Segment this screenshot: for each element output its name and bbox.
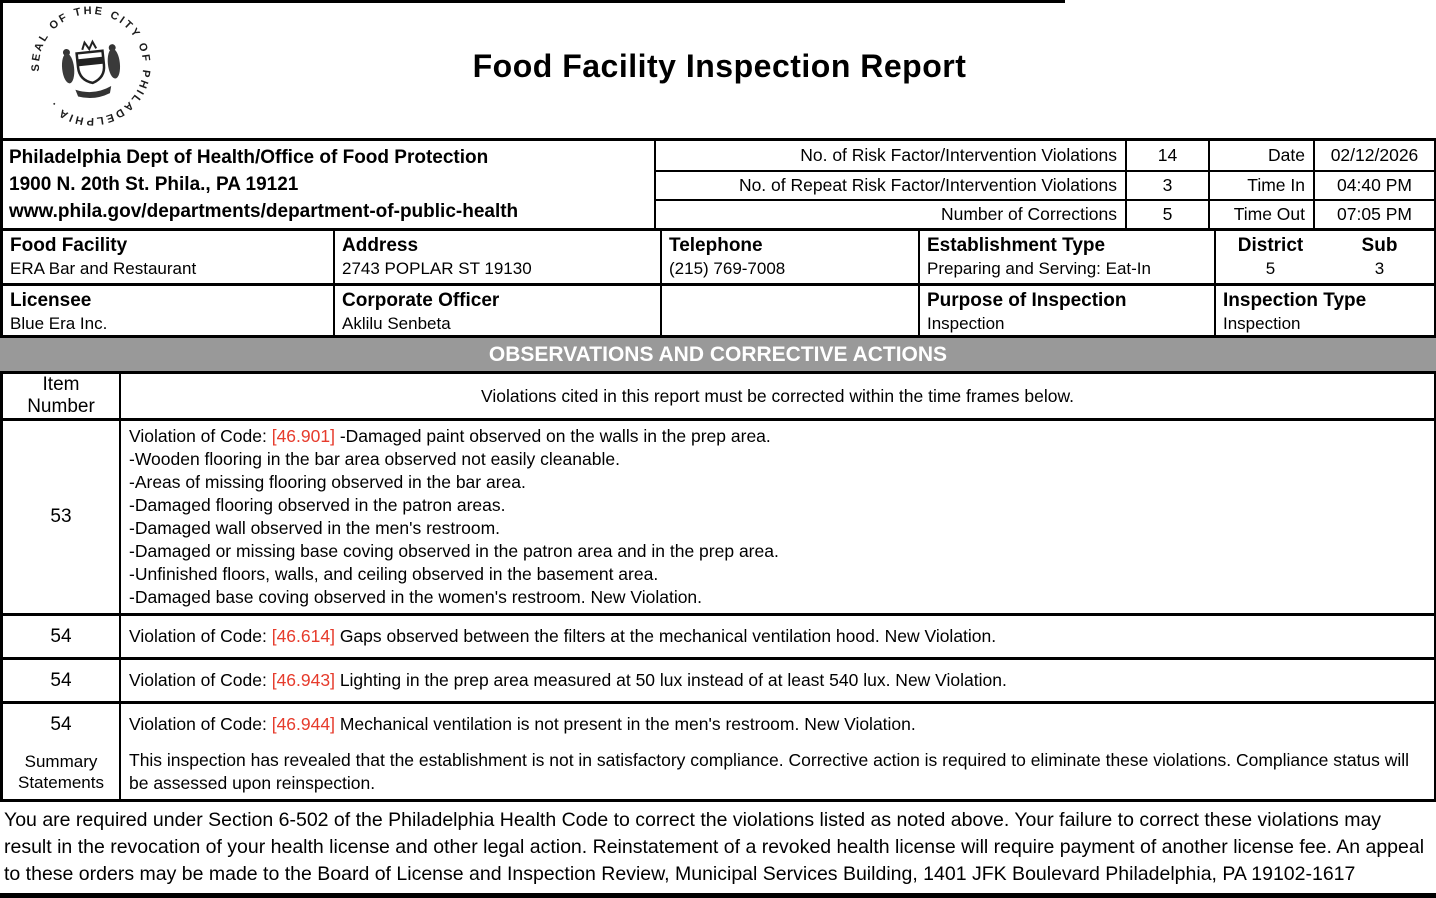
telephone-label: Telephone <box>669 235 763 256</box>
district-label: District <box>1237 235 1304 256</box>
summary-statements-row <box>3 745 1434 799</box>
report-title: Food Facility Inspection Report <box>472 48 967 84</box>
violation-code: [46.901] <box>271 426 335 446</box>
meta-value: 07:05 PM <box>1313 201 1434 228</box>
purpose-label: Purpose of Inspection <box>927 290 1127 311</box>
violations-container <box>3 418 1434 745</box>
observations-header-row <box>3 374 1434 418</box>
summary-count-row <box>656 199 1434 228</box>
facility-table <box>0 228 1436 338</box>
telephone-value: (215) 769-7008 <box>669 259 786 278</box>
violation-row <box>3 418 1434 613</box>
food-facility-cell <box>3 231 335 283</box>
purpose-cell <box>920 286 1216 335</box>
department-info <box>3 141 656 228</box>
meta-label: Date <box>1208 141 1313 170</box>
observations-section-title: OBSERVATIONS AND CORRECTIVE ACTIONS <box>488 342 948 366</box>
sub-value: 3 <box>1374 259 1385 278</box>
metric-label: No. of Risk Factor/Intervention Violations <box>800 145 1117 165</box>
violation-item-number: 53 <box>3 421 121 613</box>
address-label: Address <box>342 235 419 256</box>
violation-row <box>3 613 1434 657</box>
address-cell <box>335 231 662 283</box>
licensee-value: Blue Era Inc. <box>10 314 108 333</box>
corporate-officer-value: Aklilu Senbeta <box>342 314 451 333</box>
corporate-officer-cell <box>335 286 662 335</box>
summary-statements-label: Summary Statements <box>3 745 121 799</box>
sub-label: Sub <box>1361 235 1398 256</box>
meta-value: 04:40 PM <box>1313 172 1434 199</box>
summary-count-row <box>656 141 1434 170</box>
department-name: Philadelphia Dept of Health/Office of Food Protection <box>9 147 489 168</box>
licensee-cell <box>3 286 335 335</box>
item-number-header: Item Number <box>3 374 121 418</box>
address-value: 2743 POPLAR ST 19130 <box>342 259 532 278</box>
department-website: www.phila.gov/departments/department-of-public-health <box>9 201 519 222</box>
seal-ring-text: SEAL OF THE CITY OF PHILADELPHIA . <box>29 4 153 128</box>
purpose-value: Inspection <box>927 314 1005 333</box>
observations-note: Violations cited in this report must be corrected within the time frames below. <box>480 385 1074 406</box>
violation-code: [46.943] <box>271 670 335 690</box>
facility-row-1 <box>3 231 1434 283</box>
summary-statements-text: This inspection has revealed that the establishment is not in satisfactory compliance. Corrective action is required to eliminate these violations. Compliance status will be assessed upon reinspection. <box>129 750 1410 793</box>
telephone-cell <box>662 231 920 283</box>
department-counts-table <box>0 138 1436 228</box>
corporate-officer-label: Corporate Officer <box>342 290 500 311</box>
observations-section-bar <box>0 338 1436 371</box>
violation-code: [46.614] <box>271 626 335 646</box>
metric-label: Number of Corrections <box>940 204 1117 224</box>
summary-count-row <box>656 170 1434 199</box>
header-top-border <box>3 0 1065 3</box>
department-address: 1900 N. 20th St. Phila., PA 19121 <box>9 174 299 195</box>
facility-row-2 <box>3 283 1434 335</box>
metric-label: No. of Repeat Risk Factor/Intervention Violations <box>738 175 1117 195</box>
inspection-type-value: Inspection <box>1223 314 1301 333</box>
summary-counts <box>656 141 1434 228</box>
violation-text: Violation of Code: [46.943] Lighting in the prep area measured at 50 lux instead of at least 540 lux. New Violation. <box>129 670 1007 690</box>
meta-label: Time In <box>1208 172 1313 199</box>
food-facility-value: ERA Bar and Restaurant <box>10 259 197 278</box>
metric-value: 5 <box>1125 201 1208 228</box>
district-sub-cell <box>1216 231 1434 283</box>
food-facility-label: Food Facility <box>10 235 128 256</box>
establishment-type-label: Establishment Type <box>927 235 1106 256</box>
legal-notice: You are required under Section 6-502 of the Philadelphia Health Code to correct the violations listed as noted above. Your failure to correct these violations may result in the revocation of your health license and other legal action. Reinstatement of a revoked health license will require payment of another license fee. An appeal to these orders may be made to the Board of License and Inspection Review, Municipal Services Building, 1401 JFK Boulevard Philadelphia, PA 19102-1617 <box>4 809 1425 885</box>
metric-value: 14 <box>1125 141 1208 170</box>
violation-item-number: 54 <box>3 616 121 657</box>
observations-table <box>0 371 1436 802</box>
establishment-type-value: Preparing and Serving: Eat-In <box>927 259 1151 278</box>
inspection-type-cell <box>1216 286 1434 335</box>
meta-value: 02/12/2026 <box>1313 141 1434 170</box>
violation-row <box>3 657 1434 701</box>
violation-item-number: 54 <box>3 660 121 701</box>
inspection-type-label: Inspection Type <box>1223 290 1367 311</box>
violation-text: Violation of Code: [46.944] Mechanical ventilation is not present in the men's restroom. New Violation. <box>129 714 916 734</box>
district-value: 5 <box>1265 259 1276 278</box>
violation-text: Violation of Code: [46.614] Gaps observed between the filters at the mechanical ventilation hood. New Violation. <box>129 626 997 646</box>
violation-code: [46.944] <box>271 714 335 734</box>
bottom-divider <box>0 893 1436 898</box>
report-header <box>0 0 1436 138</box>
violation-item-number: 54 <box>3 704 121 745</box>
meta-label: Time Out <box>1208 201 1313 228</box>
violation-text: Violation of Code: [46.901] -Damaged paint observed on the walls in the prep area. -Wooden flooring in the bar area observed not easily cleanable. -Areas of missing flooring observed in the bar area. -Damaged flooring observed in the patron areas. -Damaged wall observed in the men's restroom. -Damaged or missing base coving observed in the patron area and in the prep area. -Unfinished floors, walls, and ceiling observed in the basement area. -Damaged base coving observed in the women's restroom. New Violation. <box>129 426 779 607</box>
licensee-label: Licensee <box>10 290 92 311</box>
metric-value: 3 <box>1125 172 1208 199</box>
empty-cell <box>662 286 920 335</box>
violation-row <box>3 701 1434 745</box>
establishment-type-cell <box>920 231 1216 283</box>
